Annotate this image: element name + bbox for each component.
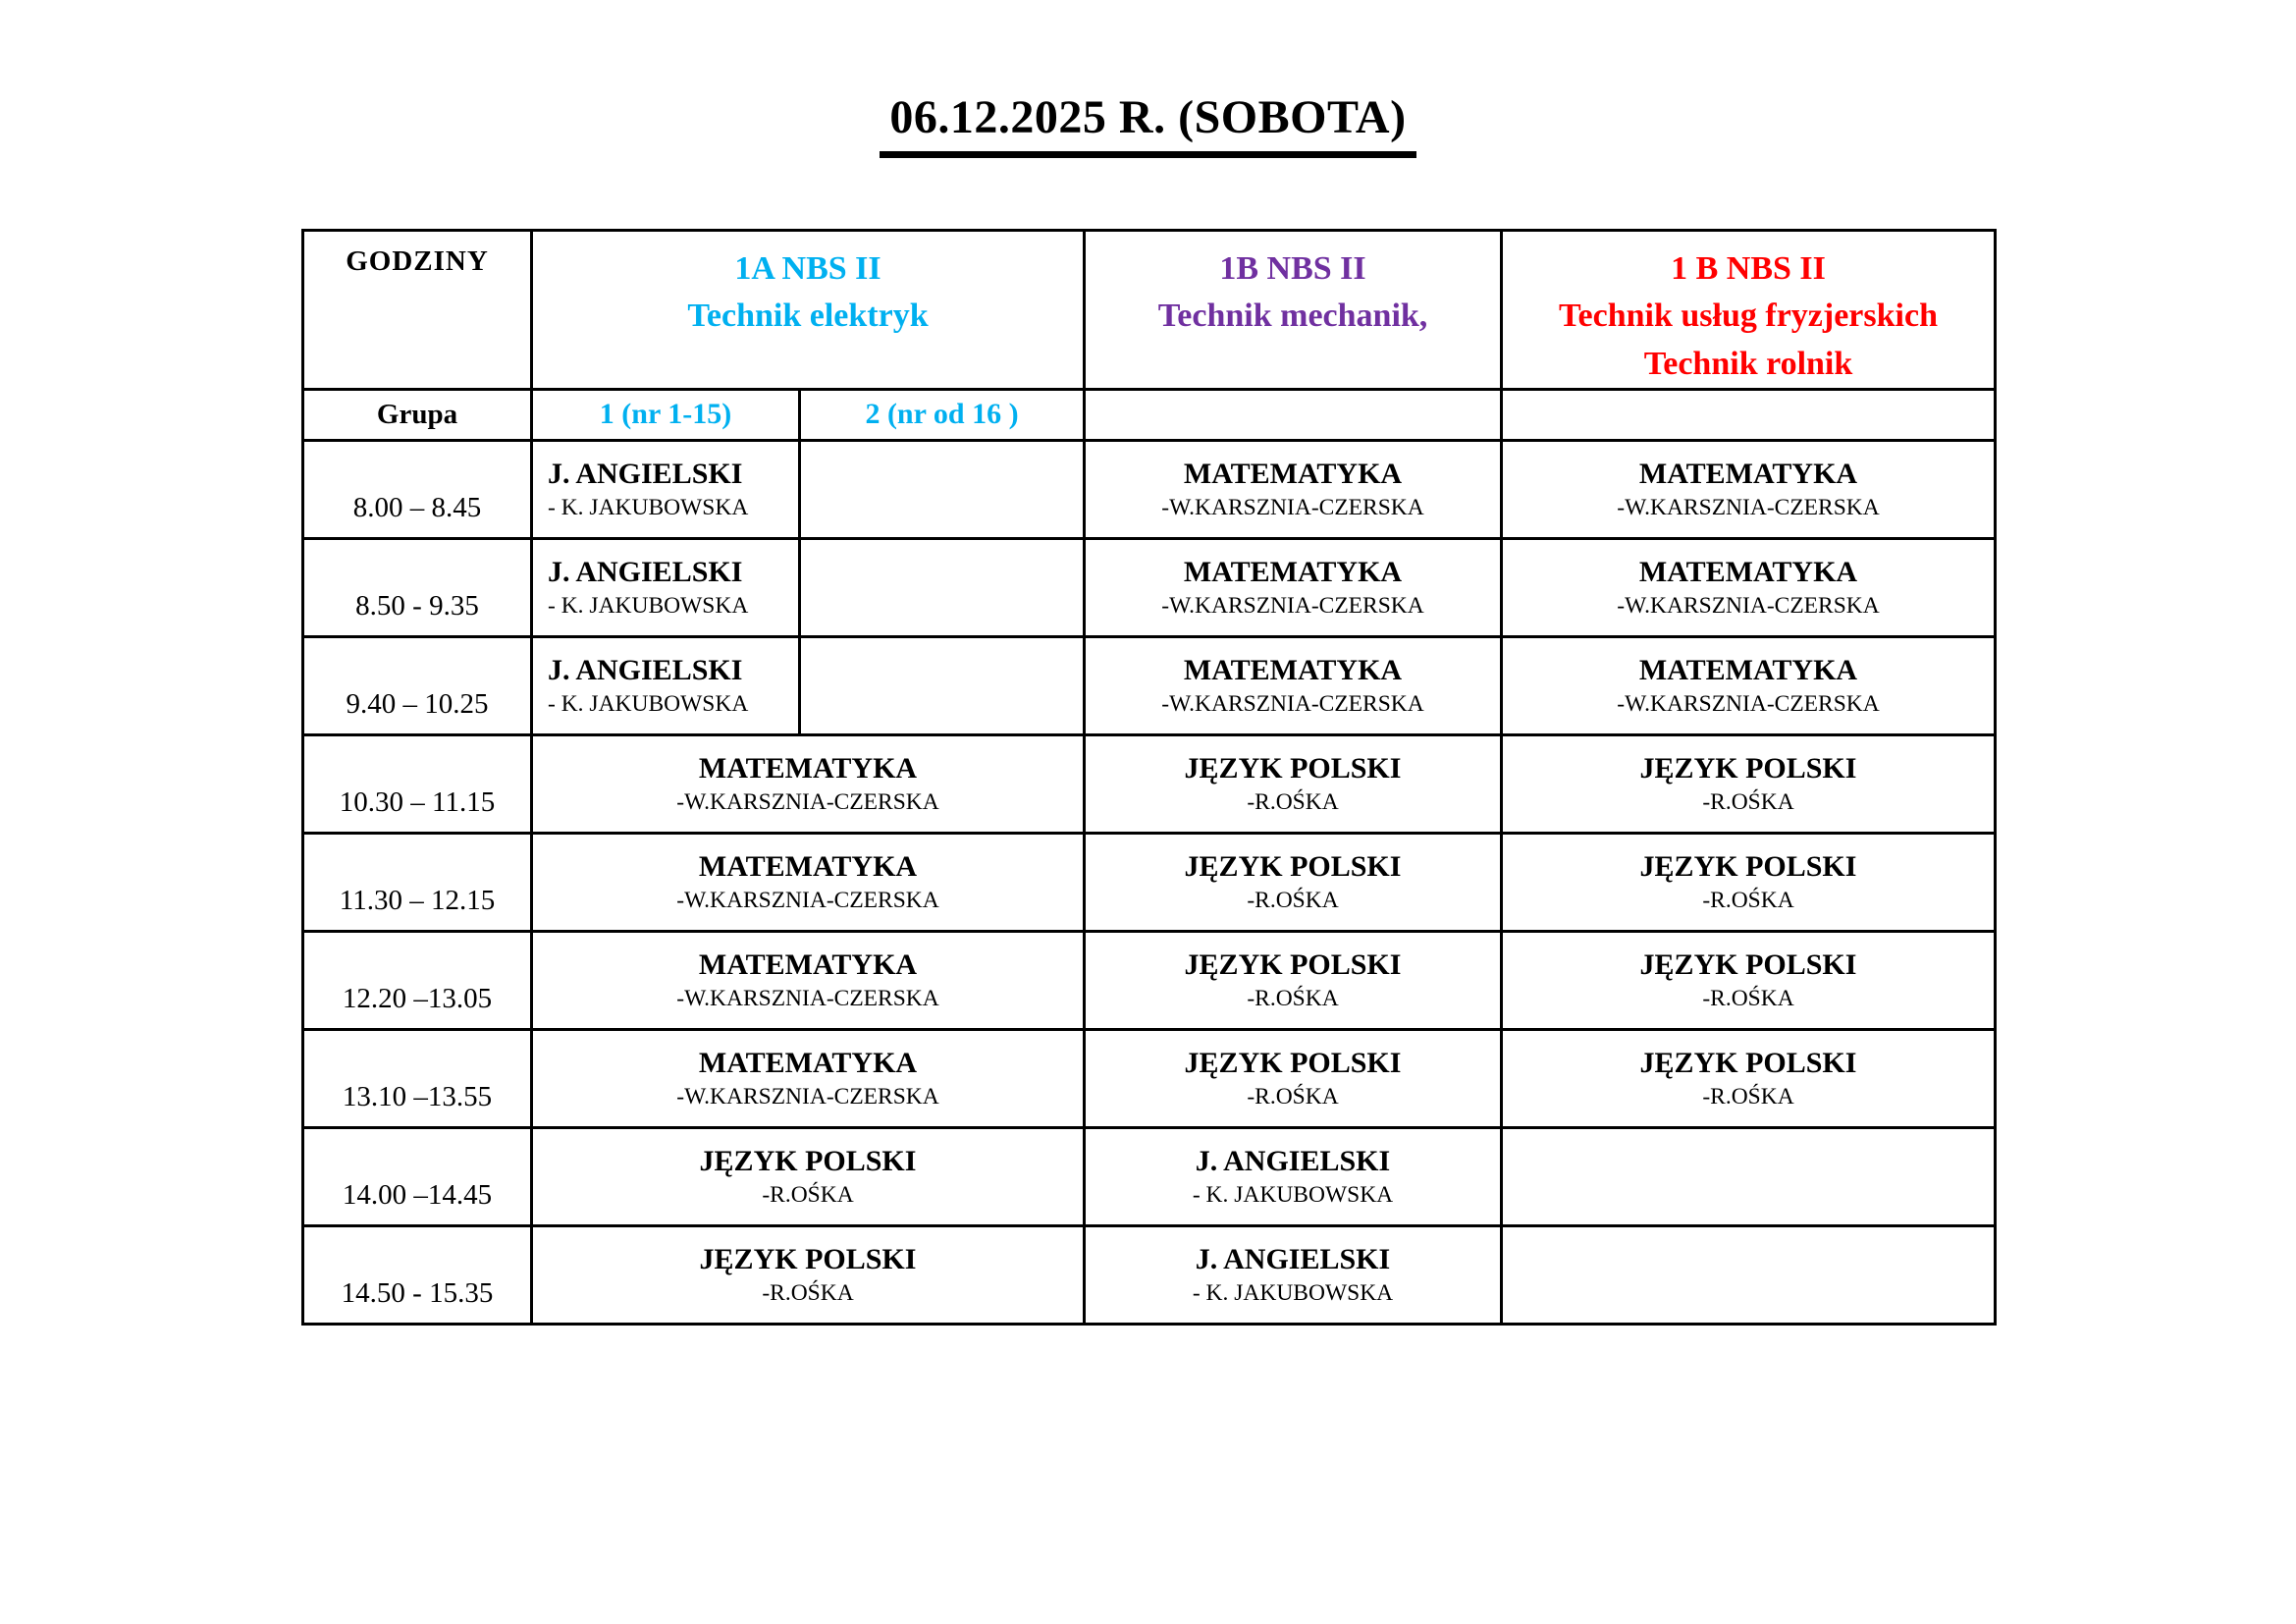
lesson-teacher: -R.OŚKA: [1702, 788, 1794, 815]
lesson-teacher: -W.KARSZNIA-CZERSKA: [1617, 690, 1880, 717]
lesson-cell-1b: [1085, 1029, 1502, 1127]
lesson-cell-1a-all-groups: [532, 931, 1085, 1029]
lesson-subject: MATEMATYKA: [1183, 457, 1403, 490]
lesson-subject: MATEMATYKA: [698, 849, 918, 883]
time-cell: [303, 734, 532, 833]
lesson-subject: J. ANGIELSKI: [548, 555, 743, 588]
lesson-teacher: -R.OŚKA: [1702, 985, 1794, 1011]
lesson-subject: JĘZYK POLSKI: [699, 1242, 917, 1275]
lesson-cell-1a-all-groups: [532, 833, 1085, 931]
column-header-1a-nbs-ii: [532, 231, 1085, 390]
time-cell: [303, 833, 532, 931]
time-label: 13.10 –13.55: [342, 1080, 493, 1112]
group1-header: 1 (nr 1-15): [599, 398, 732, 431]
column-header-godziny: [303, 231, 532, 390]
time-label: 8.00 – 8.45: [352, 491, 482, 523]
lesson-teacher: - K. JAKUBOWSKA: [548, 690, 749, 717]
timetable-title: 06.12.2025 R. (SOBOTA): [880, 90, 1415, 158]
lesson-teacher: -R.OŚKA: [1247, 887, 1339, 913]
lesson-subject: MATEMATYKA: [1638, 555, 1858, 588]
header-row: [303, 231, 1996, 390]
title-wrap: [0, 90, 2296, 158]
lesson-cell-1a-all-groups: [532, 734, 1085, 833]
class-1b-fryz-name: 1 B NBS II: [1671, 250, 1826, 287]
lesson-cell-1b-fryzjer: [1502, 833, 1996, 931]
lesson-subject: JĘZYK POLSKI: [1184, 751, 1402, 785]
empty-cell-1b-fryzjer: [1502, 1127, 1996, 1225]
group-row-label: Grupa: [376, 398, 458, 430]
lesson-teacher: -W.KARSZNIA-CZERSKA: [1617, 592, 1880, 619]
lesson-teacher: -W.KARSZNIA-CZERSKA: [1161, 494, 1424, 520]
empty-cell-1a-group2: [800, 636, 1085, 734]
lesson-teacher: -R.OŚKA: [1702, 1083, 1794, 1110]
time-cell: [303, 538, 532, 636]
lesson-cell-1a-group1: [532, 636, 800, 734]
empty-cell: [1502, 389, 1996, 440]
lesson-teacher: -W.KARSZNIA-CZERSKA: [1161, 592, 1424, 619]
lesson-cell-1b-fryzjer: [1502, 440, 1996, 538]
lesson-cell-1a-group1: [532, 538, 800, 636]
time-cell: [303, 440, 532, 538]
time-label: 12.20 –13.05: [342, 982, 493, 1014]
class-1a-name: 1A NBS II: [734, 250, 881, 287]
lesson-teacher: -W.KARSZNIA-CZERSKA: [676, 985, 939, 1011]
lesson-subject: MATEMATYKA: [1183, 653, 1403, 686]
lesson-subject: J. ANGIELSKI: [1195, 1144, 1391, 1177]
lesson-cell-1a-all-groups: [532, 1029, 1085, 1127]
lesson-subject: MATEMATYKA: [1638, 653, 1858, 686]
empty-cell-1a-group2: [800, 538, 1085, 636]
lesson-teacher: -R.OŚKA: [1247, 788, 1339, 815]
class-1b-fryz-profile-2: Technik rolnik: [1643, 345, 1853, 382]
lesson-teacher: -R.OŚKA: [1247, 1083, 1339, 1110]
lesson-row: [303, 1127, 1996, 1225]
lesson-row: [303, 636, 1996, 734]
class-1b-fryz-profile-1: Technik usług fryzjerskich: [1558, 298, 1938, 335]
lesson-subject: JĘZYK POLSKI: [1639, 1046, 1857, 1079]
lesson-teacher: -W.KARSZNIA-CZERSKA: [676, 1083, 939, 1110]
lesson-subject: J. ANGIELSKI: [548, 457, 743, 490]
group1-header-cell: [532, 389, 800, 440]
lesson-subject: JĘZYK POLSKI: [699, 1144, 917, 1177]
class-1b-profile: Technik mechanik,: [1157, 298, 1428, 335]
time-label: 14.50 - 15.35: [341, 1276, 494, 1309]
lesson-subject: J. ANGIELSKI: [548, 653, 743, 686]
lesson-row: [303, 1225, 1996, 1324]
timetable: [301, 229, 1997, 1326]
column-header-godziny-label: GODZINY: [346, 245, 489, 277]
lesson-cell-1b: [1085, 1127, 1502, 1225]
lesson-cell-1b: [1085, 833, 1502, 931]
lesson-row: [303, 538, 1996, 636]
lesson-row: [303, 1029, 1996, 1127]
time-label: 14.00 –14.45: [342, 1178, 493, 1211]
group2-header-cell: [800, 389, 1085, 440]
lesson-subject: MATEMATYKA: [698, 751, 918, 785]
group2-header: 2 (nr od 16 ): [865, 398, 1019, 431]
time-label: 8.50 - 9.35: [355, 589, 479, 622]
lesson-cell-1a-all-groups: [532, 1225, 1085, 1324]
lesson-cell-1b: [1085, 734, 1502, 833]
lesson-cell-1b: [1085, 1225, 1502, 1324]
lesson-subject: JĘZYK POLSKI: [1184, 1046, 1402, 1079]
lesson-teacher: -R.OŚKA: [1247, 985, 1339, 1011]
lesson-subject: MATEMATYKA: [1183, 555, 1403, 588]
lesson-row: [303, 931, 1996, 1029]
time-cell: [303, 1127, 532, 1225]
column-header-1b-nbs-ii-fryzjer: [1502, 231, 1996, 390]
time-cell: [303, 1225, 532, 1324]
lesson-teacher: -W.KARSZNIA-CZERSKA: [1161, 690, 1424, 717]
lesson-cell-1b: [1085, 931, 1502, 1029]
lesson-subject: JĘZYK POLSKI: [1184, 849, 1402, 883]
empty-cell: [1085, 389, 1502, 440]
time-cell: [303, 931, 532, 1029]
lesson-cell-1b: [1085, 538, 1502, 636]
lesson-subject: JĘZYK POLSKI: [1184, 947, 1402, 981]
lesson-cell-1b-fryzjer: [1502, 734, 1996, 833]
lesson-subject: JĘZYK POLSKI: [1639, 849, 1857, 883]
lesson-row: [303, 440, 1996, 538]
lesson-teacher: - K. JAKUBOWSKA: [548, 494, 749, 520]
time-label: 11.30 – 12.15: [339, 884, 496, 916]
lesson-teacher: -R.OŚKA: [1702, 887, 1794, 913]
time-label: 10.30 – 11.15: [339, 785, 496, 818]
lesson-teacher: - K. JAKUBOWSKA: [1192, 1181, 1394, 1208]
lesson-cell-1a-all-groups: [532, 1127, 1085, 1225]
lesson-row: [303, 833, 1996, 931]
lesson-subject: MATEMATYKA: [698, 1046, 918, 1079]
lesson-teacher: -W.KARSZNIA-CZERSKA: [676, 788, 939, 815]
lesson-subject: MATEMATYKA: [698, 947, 918, 981]
group-row: [303, 389, 1996, 440]
lesson-subject: JĘZYK POLSKI: [1639, 751, 1857, 785]
time-label: 9.40 – 10.25: [346, 687, 489, 720]
time-cell: [303, 636, 532, 734]
column-header-1b-nbs-ii: [1085, 231, 1502, 390]
lesson-teacher: -R.OŚKA: [762, 1279, 854, 1306]
lesson-subject: MATEMATYKA: [1638, 457, 1858, 490]
lesson-cell-1b-fryzjer: [1502, 931, 1996, 1029]
lesson-cell-1b-fryzjer: [1502, 1029, 1996, 1127]
lesson-cell-1b-fryzjer: [1502, 636, 1996, 734]
lesson-teacher: - K. JAKUBOWSKA: [548, 592, 749, 619]
lesson-cell-1b-fryzjer: [1502, 538, 1996, 636]
lesson-subject: JĘZYK POLSKI: [1639, 947, 1857, 981]
empty-cell-1b-fryzjer: [1502, 1225, 1996, 1324]
lesson-teacher: -W.KARSZNIA-CZERSKA: [676, 887, 939, 913]
lesson-teacher: - K. JAKUBOWSKA: [1192, 1279, 1394, 1306]
group-row-label-cell: [303, 389, 532, 440]
time-cell: [303, 1029, 532, 1127]
class-1a-profile: Technik elektryk: [687, 298, 929, 335]
lesson-teacher: -W.KARSZNIA-CZERSKA: [1617, 494, 1880, 520]
class-1b-name: 1B NBS II: [1219, 250, 1366, 287]
lesson-cell-1a-group1: [532, 440, 800, 538]
empty-cell-1a-group2: [800, 440, 1085, 538]
lesson-cell-1b: [1085, 440, 1502, 538]
lesson-teacher: -R.OŚKA: [762, 1181, 854, 1208]
lesson-subject: J. ANGIELSKI: [1195, 1242, 1391, 1275]
lesson-row: [303, 734, 1996, 833]
lesson-cell-1b: [1085, 636, 1502, 734]
